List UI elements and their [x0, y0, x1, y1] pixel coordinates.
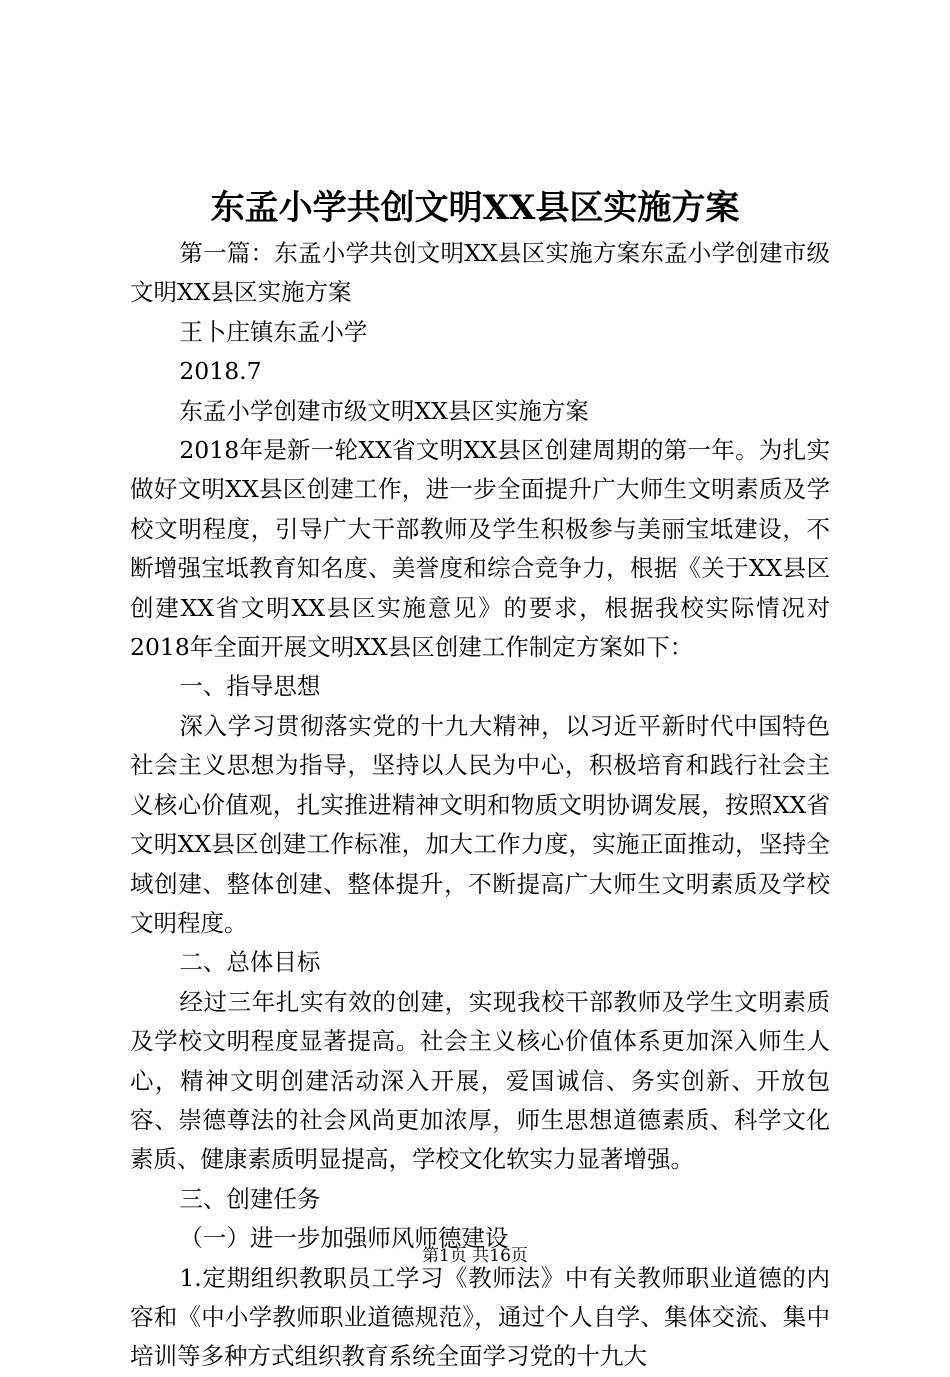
paragraph: 深入学习贯彻落实党的十九大精神，以习近平新时代中国特色社会主义思想为指导，坚持以人民为中心，积极培育和践行社会主义核心价值观，扎实推进精神文明和物质文明协调发展，按照XX省文明XX县区创建工作标准，加大工作力度，实施正面推动，坚持全域创建、整体创建、整体提升，不断提高广大师生文明素质及学校文明程度。 — [130, 711, 830, 937]
paragraph: 第一篇：东孟小学共创文明XX县区实施方案东孟小学创建市级文明XX县区实施方案 — [130, 239, 830, 307]
paragraph: 2018.7 — [179, 357, 262, 386]
paragraph: 2018年是新一轮XX省文明XX县区创建周期的第一年。为扎实做好文明XX县区创建工作，进一步全面提升广大师生文明素质及学校文明程度，引导广大干部教师及学生积极参与美丽宝坻建设，不断增强宝坻教育知名度、美誉度和综合竞争力，根据《关于XX县区创建XX省文明XX县区实施意见》的要求，根据我校实际情况对2018年全面开展文明XX县区创建工作制定方案如下： — [130, 436, 830, 662]
paragraph: 1.定期组织教职员工学习《教师法》中有关教师职业道德的内容和《中小学教师职业道德规范》，通过个人自学、集体交流、集中培训等多种方式组织教育系统全面学习党的十九大 — [130, 1263, 830, 1371]
document-title: 东孟小学共创文明XX县区实施方案 — [210, 188, 740, 228]
paragraph: 经过三年扎实有效的创建，实现我校干部教师及学生文明素质及学校文明程度显著提高。社会主义核心价值体系更加深入师生人心，精神文明创建活动深入开展，爱国诚信、务实创新、开放包容、崇德尊法的社会风尚更加浓厚，师生思想道德素质、科学文化素质、健康素质明显提高，学校文化软实力显著增强。 — [130, 987, 830, 1174]
page-number-footer: 第1页 共16页 — [422, 1246, 528, 1266]
paragraph: 东孟小学创建市级文明XX县区实施方案 — [179, 396, 589, 425]
section-heading: 三、创建任务 — [179, 1184, 321, 1213]
section-heading: 二、总体目标 — [179, 948, 321, 977]
paragraph: 王卜庄镇东孟小学 — [179, 317, 368, 346]
section-heading: 一、指导思想 — [179, 672, 321, 701]
subsection-heading: （一）进一步加强师风师德建设 — [179, 1224, 509, 1253]
document-body — [130, 234, 830, 1377]
